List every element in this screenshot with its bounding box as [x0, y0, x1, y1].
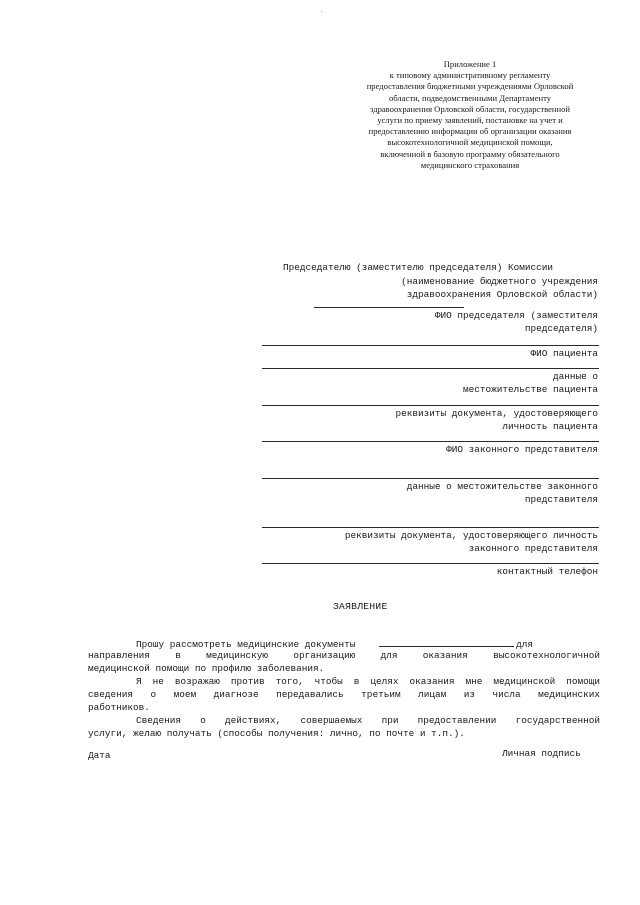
documents-fill-line[interactable] [379, 637, 514, 647]
patient-residence-label-2: местожительстве пациента [462, 384, 598, 395]
representative-residence-label-1: данные о местожительстве законного [406, 481, 598, 492]
appendix-line: Приложение 1 [443, 59, 497, 69]
signature-label: Личная подпись [502, 748, 581, 759]
patient-id-doc-label-1: реквизиты документа, удостоверяющего [395, 408, 598, 419]
chair-fio-fill-line[interactable] [314, 307, 464, 308]
appendix-line: к типовому административному регламенту [389, 70, 551, 81]
patient-residence-fill-line[interactable] [262, 368, 599, 369]
addressee-line-3: здравоохранения Орловской области) [406, 289, 598, 300]
date-label: Дата [88, 750, 111, 761]
statement-title: ЗАЯВЛЕНИЕ [333, 601, 388, 612]
chair-fio-label-1: ФИО председателя (заместителя [434, 310, 598, 321]
appendix-header [340, 59, 600, 171]
representative-residence-label-2: представителя [524, 494, 598, 505]
addressee-line-2: (наименование бюджетного учреждения [401, 276, 598, 287]
patient-fio-label: ФИО пациента [530, 348, 598, 359]
phone-label: контактный телефон [496, 566, 598, 577]
statement-p3-line2: услуги, желаю получать (способы получения: лично, по почте и т.п.). [88, 728, 465, 739]
phone-fill-line[interactable] [262, 563, 599, 564]
patient-fio-fill-line[interactable] [262, 345, 599, 346]
representative-doc-label-2: законного представителя [468, 543, 598, 554]
representative-doc-fill-line[interactable] [262, 527, 599, 528]
chair-fio-label-2: председателя) [524, 323, 598, 334]
appendix-line: высокотехнологичной медицинской помощи, [387, 137, 553, 148]
statement-p2-line2: сведения о моем диагнозе передавались третьим лицам из числа медицинских [88, 689, 600, 700]
patient-residence-label-1: данные о [552, 371, 598, 382]
representative-fio-label: ФИО законного представителя [446, 444, 598, 455]
appendix-line: предоставлению информации об организации оказания [368, 126, 572, 137]
appendix-line: области, подведомственными Департаменту [388, 92, 552, 103]
statement-p2-line3: работников. [88, 702, 150, 713]
statement-p2-line1: Я не возражаю против того, чтобы в целях оказания мне медицинской помощи [136, 676, 600, 687]
representative-fio-fill-line[interactable] [262, 441, 599, 442]
scan-speck [321, 11, 322, 12]
statement-p1-start: Прошу рассмотреть медицинские документы [136, 639, 356, 650]
appendix-line: здравоохранения Орловской области, государственной [369, 103, 571, 114]
appendix-line: включенной в базовую программу обязательного [380, 148, 560, 159]
representative-doc-label-1: реквизиты документа, удостоверяющего личность [344, 530, 598, 541]
representative-residence-fill-line[interactable] [262, 478, 599, 479]
appendix-line: услуги по приему заявлений, постановке на учет и [377, 115, 563, 126]
patient-id-doc-label-2: личность пациента [502, 421, 598, 432]
statement-p1-line2: направления в медицинскую организацию для оказания высокотехнологичной [88, 650, 600, 661]
appendix-line: предоставления бюджетными учреждениями Орловской [366, 81, 574, 92]
statement-p1-line3: медицинской помощи по профилю заболевания. [88, 663, 325, 674]
appendix-line: медицинского страхования [420, 159, 520, 170]
patient-id-doc-fill-line[interactable] [262, 405, 599, 406]
addressee-line-1: Председателю (заместителю председателя) Комиссии [283, 262, 554, 273]
statement-p3-line1: Сведения о действиях, совершаемых при предоставлении государственной [136, 715, 600, 726]
statement-p1-for: для [516, 639, 533, 650]
